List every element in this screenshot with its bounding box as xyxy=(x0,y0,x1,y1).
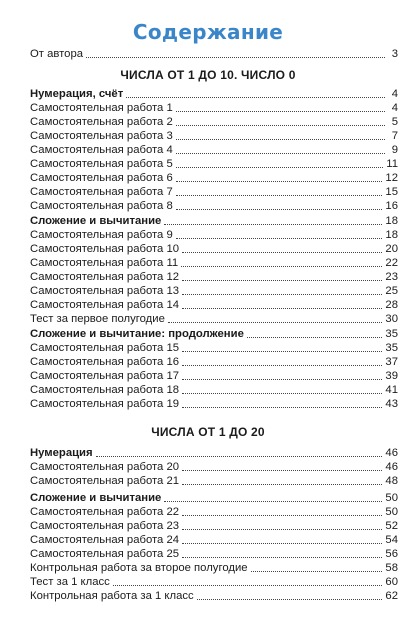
dot-leader xyxy=(176,208,383,210)
toc-page-number: 20 xyxy=(385,243,398,255)
toc-entry-label: Самостоятельная работа 17 xyxy=(30,370,180,382)
toc-entry[interactable] xyxy=(30,383,398,397)
toc-entry[interactable] xyxy=(30,312,398,326)
toc-entry-label: Тест за 1 класс xyxy=(30,576,110,588)
dot-leader xyxy=(182,556,382,558)
toc-entry-label: Самостоятельная работа 23 xyxy=(30,520,180,532)
toc-entry-label: От автора xyxy=(30,48,84,60)
toc-entry-label: Самостоятельная работа 7 xyxy=(30,186,173,198)
toc-entry[interactable] xyxy=(30,561,398,575)
dot-leader xyxy=(182,392,382,394)
toc-entry[interactable] xyxy=(30,270,398,284)
toc-page-number: 28 xyxy=(385,299,398,311)
toc-page-number: 46 xyxy=(385,461,398,473)
dot-leader xyxy=(247,336,383,338)
dot-leader xyxy=(164,500,382,502)
toc-entry[interactable] xyxy=(30,519,398,533)
dot-leader xyxy=(182,528,382,530)
toc-entry-label: Самостоятельная работа 21 xyxy=(30,475,180,487)
toc-entry-label: Самостоятельная работа 11 xyxy=(30,257,179,269)
toc-entry-label: Самостоятельная работа 1 xyxy=(30,102,173,114)
toc-entry-label: Нумерация xyxy=(30,447,93,459)
toc-entry-label: Сложение и вычитание xyxy=(30,492,162,504)
toc-entry-label: Самостоятельная работа 8 xyxy=(30,200,173,212)
toc-entry-label: Самостоятельная работа 10 xyxy=(30,243,180,255)
toc-page-number: 3 xyxy=(391,48,398,60)
toc-page-number: 9 xyxy=(391,144,398,156)
toc-entry[interactable] xyxy=(30,533,398,547)
toc-entry-label: Нумерация, счёт xyxy=(30,88,124,100)
dot-leader xyxy=(251,570,383,572)
toc-entry-label: Самостоятельная работа 24 xyxy=(30,534,180,546)
dot-leader xyxy=(176,138,385,140)
toc-entry[interactable] xyxy=(30,129,398,143)
toc-page-number: 16 xyxy=(385,200,398,212)
toc-entry-label: Самостоятельная работа 9 xyxy=(30,229,173,241)
toc-entry[interactable] xyxy=(30,505,398,519)
toc-entry-label: Самостоятельная работа 13 xyxy=(30,285,180,297)
dot-leader xyxy=(182,364,382,366)
toc-group-title[interactable] xyxy=(30,446,398,460)
dot-leader xyxy=(113,584,383,586)
toc-page-number: 5 xyxy=(391,116,398,128)
toc-page-number: 12 xyxy=(385,172,398,184)
dot-leader xyxy=(168,321,383,323)
dot-leader xyxy=(176,180,383,182)
toc-entry-label: Самостоятельная работа 15 xyxy=(30,342,180,354)
toc-entry[interactable] xyxy=(30,547,398,561)
toc-page-number: 39 xyxy=(385,370,398,382)
toc-group-title[interactable] xyxy=(30,87,398,101)
dot-leader xyxy=(182,307,382,309)
toc-entry[interactable] xyxy=(30,341,398,355)
toc-entry[interactable] xyxy=(30,397,398,411)
toc-page-number: 58 xyxy=(385,562,398,574)
dot-leader xyxy=(86,56,385,58)
toc-entry-label: Самостоятельная работа 16 xyxy=(30,356,180,368)
toc-page-number: 50 xyxy=(385,506,398,518)
dot-leader xyxy=(182,469,382,471)
dot-leader xyxy=(182,251,382,253)
toc-entry-label: Самостоятельная работа 18 xyxy=(30,384,180,396)
toc-entry-label: Самостоятельная работа 2 xyxy=(30,116,173,128)
page-title: Содержание xyxy=(132,20,284,44)
toc-entry[interactable] xyxy=(30,228,398,242)
toc-entry[interactable] xyxy=(30,171,398,185)
toc-entry-label: Самостоятельная работа 5 xyxy=(30,158,173,170)
section-heading-part1: ЧИСЛА ОТ 1 ДО 10. ЧИСЛО 0 xyxy=(120,68,296,82)
toc-page-number: 50 xyxy=(385,492,398,504)
toc-page-number: 56 xyxy=(385,548,398,560)
toc-page-number: 62 xyxy=(385,590,398,602)
toc-page-number: 15 xyxy=(385,186,398,198)
toc-page-number: 54 xyxy=(385,534,398,546)
toc-entry[interactable] xyxy=(30,115,398,129)
dot-leader xyxy=(182,542,382,544)
toc-entry-intro[interactable] xyxy=(30,47,398,61)
toc-page-number: 4 xyxy=(391,102,398,114)
dot-leader xyxy=(176,166,384,168)
toc-entry-label: Самостоятельная работа 6 xyxy=(30,172,173,184)
toc-page-number: 30 xyxy=(385,313,398,325)
toc-entry-label: Самостоятельная работа 20 xyxy=(30,461,180,473)
toc-entry[interactable] xyxy=(30,474,398,488)
dot-leader xyxy=(176,194,383,196)
toc-entry-label: Сложение и вычитание: продолжение xyxy=(30,328,244,340)
toc-group-title[interactable] xyxy=(30,491,398,505)
toc-group-title[interactable] xyxy=(30,327,398,341)
dot-leader xyxy=(182,293,382,295)
dot-leader xyxy=(176,237,383,239)
toc-entry-label: Самостоятельная работа 22 xyxy=(30,506,180,518)
toc-entry-label: Самостоятельная работа 19 xyxy=(30,398,180,410)
toc-entry-label: Контрольная работа за 1 класс xyxy=(30,590,194,602)
toc-page-number: 48 xyxy=(385,475,398,487)
toc-page-number: 35 xyxy=(385,328,398,340)
toc-entry-label: Самостоятельная работа 25 xyxy=(30,548,180,560)
toc-page-number: 35 xyxy=(385,342,398,354)
toc-entry[interactable] xyxy=(30,355,398,369)
toc-page-number: 60 xyxy=(385,576,398,588)
dot-leader xyxy=(126,96,385,98)
toc-entry-label: Самостоятельная работа 4 xyxy=(30,144,173,156)
toc-page-number: 18 xyxy=(385,229,398,241)
toc-entry[interactable] xyxy=(30,256,398,270)
toc-entry[interactable] xyxy=(30,575,398,589)
toc-entry[interactable] xyxy=(30,199,398,213)
toc-entry-label: Самостоятельная работа 14 xyxy=(30,299,180,311)
toc-entry[interactable] xyxy=(30,101,398,115)
toc-entry-label: Самостоятельная работа 3 xyxy=(30,130,173,142)
dot-leader xyxy=(182,378,382,380)
toc-group-title[interactable] xyxy=(30,214,398,228)
toc-entry-label: Сложение и вычитание xyxy=(30,215,162,227)
dot-leader xyxy=(176,124,385,126)
dot-leader xyxy=(96,455,383,457)
toc-entry[interactable] xyxy=(30,298,398,312)
toc-page-number: 41 xyxy=(385,384,398,396)
dot-leader xyxy=(182,483,382,485)
toc-entry-label: Самостоятельная работа 12 xyxy=(30,271,180,283)
toc-entry[interactable] xyxy=(30,284,398,298)
toc-page-number: 37 xyxy=(385,356,398,368)
section-heading-part2: ЧИСЛА ОТ 1 ДО 20 xyxy=(151,425,265,439)
toc-page-number: 22 xyxy=(385,257,398,269)
dot-leader xyxy=(164,223,382,225)
dot-leader xyxy=(182,279,382,281)
toc-entry[interactable] xyxy=(30,185,398,199)
toc-page-number: 43 xyxy=(385,398,398,410)
toc-entry[interactable] xyxy=(30,589,398,603)
toc-entry[interactable] xyxy=(30,242,398,256)
toc-entry[interactable] xyxy=(30,143,398,157)
toc-entry[interactable] xyxy=(30,460,398,474)
dot-leader xyxy=(181,265,382,267)
toc-entry[interactable] xyxy=(30,157,398,171)
toc-page-number: 23 xyxy=(385,271,398,283)
toc-page-number: 11 xyxy=(386,158,398,170)
toc-page-number: 18 xyxy=(385,215,398,227)
dot-leader xyxy=(176,110,385,112)
dot-leader xyxy=(182,514,382,516)
toc-page-number: 7 xyxy=(391,130,398,142)
dot-leader xyxy=(197,598,383,600)
toc-entry-label: Тест за первое полугодие xyxy=(30,313,165,325)
dot-leader xyxy=(176,152,385,154)
dot-leader xyxy=(182,350,382,352)
toc-page-number: 4 xyxy=(391,88,398,100)
toc-page-number: 25 xyxy=(385,285,398,297)
toc-entry[interactable] xyxy=(30,369,398,383)
toc-entry-label: Контрольная работа за второе полугодие xyxy=(30,562,248,574)
toc-page-number: 52 xyxy=(385,520,398,532)
dot-leader xyxy=(182,406,382,408)
toc-page-number: 46 xyxy=(385,447,398,459)
